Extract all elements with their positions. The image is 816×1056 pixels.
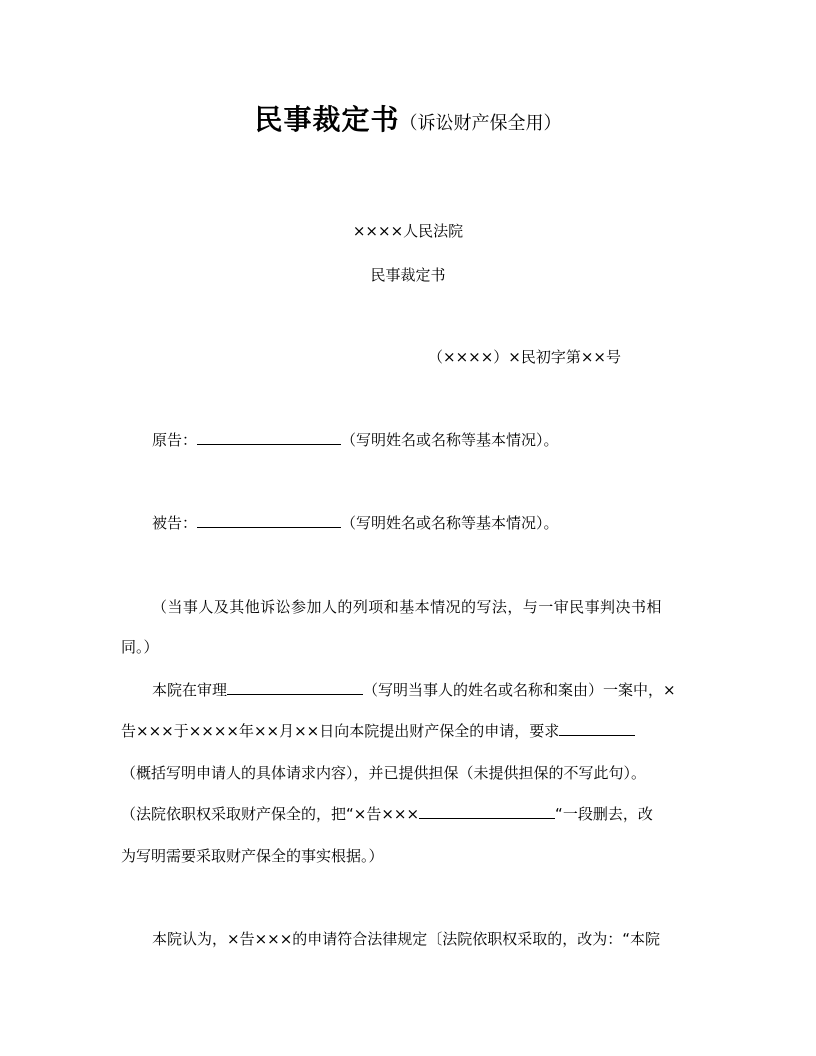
defendant-blank	[197, 513, 341, 528]
plaintiff-blank	[197, 430, 341, 445]
case-number: （××××）×民初字第××号	[428, 348, 621, 366]
paragraph-2-line-5: 为写明需要采取财产保全的事实根据。）	[121, 847, 384, 865]
paragraph-3-line-1: 本院认为，×告×××的申请符合法律规定〔法院依职权采取的，改为：“本院	[152, 930, 661, 948]
paragraph-1-line-1: （当事人及其他诉讼参加人的列项和基本情况的写法，与一审民事判决书相	[152, 598, 662, 616]
request-blank	[559, 721, 635, 736]
title-subtitle: （诉讼财产保全用）	[399, 113, 562, 134]
document-title	[0, 98, 816, 138]
court-name: ××××人民法院	[352, 222, 464, 240]
paragraph-2-text-b: （写明当事人的姓名或名称和案由）一案中，×	[363, 681, 676, 699]
paragraph-1-line-2: 同。）	[121, 638, 159, 656]
plaintiff-line	[152, 429, 559, 450]
defendant-line	[152, 512, 559, 533]
plaintiff-label: 原告：	[152, 431, 198, 449]
paragraph-2-line-2	[121, 720, 635, 741]
paragraph-2-request-text: 告×××于××××年××月××日向本院提出财产保全的申请，要求	[121, 722, 560, 740]
defendant-note: （写明姓名或名称等基本情况）。	[341, 514, 559, 532]
paragraph-2-note-b: “一段删去，改	[555, 805, 653, 823]
note-blank	[419, 804, 555, 819]
plaintiff-note: （写明姓名或名称等基本情况）。	[341, 431, 559, 449]
document-type: 民事裁定书	[370, 266, 446, 284]
case-blank	[227, 680, 363, 695]
paragraph-2-note-a: （法院依职权采取财产保全的，把“×告×××	[121, 805, 420, 823]
title-main: 民事裁定书	[254, 103, 400, 136]
paragraph-2-text-a: 本院在审理	[152, 681, 228, 699]
defendant-label: 被告：	[152, 514, 198, 532]
paragraph-2-line-1	[152, 679, 676, 700]
paragraph-2-line-3: （概括写明申请人的具体请求内容），并已提供担保（未提供担保的不写此句）。	[121, 764, 647, 782]
paragraph-2-line-4	[121, 803, 653, 824]
